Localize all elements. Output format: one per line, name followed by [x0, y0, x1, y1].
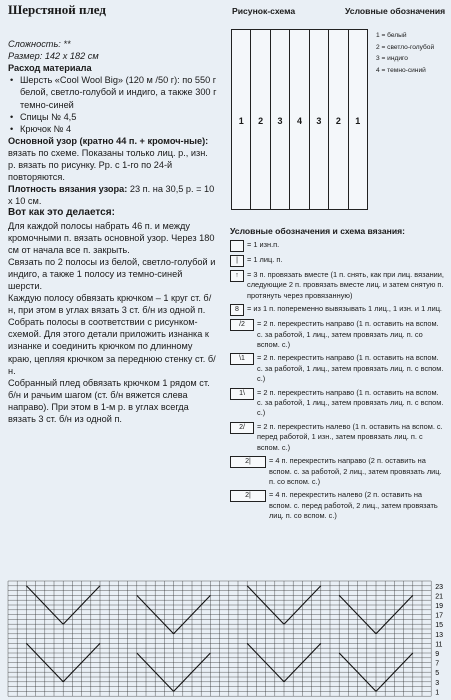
legend-title: Условные обозначения [345, 6, 446, 16]
symbol-text: = 3 п. провязать вместе (1 п. снять, как при лиц. вязании, следующие 2 п. провязать вместе лиц. и затем снятую п. протянуть через провязанную) [247, 270, 444, 300]
cable-left-symbol-icon: 2| [230, 490, 266, 502]
symbol-text: = 4 п. перекрестить налево (2 п. оставить на вспом. с. перед работой, 2 лиц., затем провязать лиц. п. со вспом. с.) [269, 490, 438, 521]
symbol-row [230, 456, 446, 487]
row-number: 9 [435, 651, 440, 658]
scheme-strip [309, 30, 328, 209]
scheme-title: Рисунок-схема [232, 6, 296, 16]
row-number: 17 [435, 612, 443, 620]
scheme-strip [270, 30, 289, 209]
symbol-row [230, 255, 446, 267]
scheme-strip [289, 30, 308, 209]
strip-number: 4 [296, 116, 302, 126]
complexity: Сложность: ** [8, 39, 71, 50]
symbol-text: = из 1 п. попеременно вывязывать 1 лиц., 1 изн. и 1 лиц. [247, 304, 442, 314]
symbol-row [230, 319, 446, 350]
scheme-strip [348, 30, 367, 209]
symbol-row [230, 422, 446, 453]
symbol-row [230, 490, 446, 521]
row-number: 13 [435, 631, 443, 639]
materials-item: • Крючок № 4 [20, 123, 218, 135]
materials-list [8, 74, 218, 134]
chart-grid [8, 581, 431, 696]
materials-item: • Шерсть «Cool Wool Big» (120 м /50 г): по 550 г белой, светло-голубой и индиго, а также 300 г темно-синей [20, 74, 218, 110]
row-number: 3 [435, 679, 440, 687]
row-number: 21 [435, 593, 443, 601]
symbol-text: = 2 п. перекрестить направо (1 п. оставить на вспом. с. за работой, 1 лиц., затем провязать лиц. п. со вспом. с.) [257, 319, 439, 350]
cross-right-symbol-icon: /2 [230, 319, 254, 331]
increase-symbol-icon: 8 [230, 304, 244, 316]
strip-number: 2 [335, 116, 341, 126]
row-number: 15 [435, 622, 443, 630]
instruction-paragraph: Связать по 2 полосы из белой, светло-голубой и индиго, а также 1 полосу из темно-синей шерсти. [8, 256, 216, 291]
strip-number: 1 [238, 116, 244, 126]
symbol-text: = 2 п. перекрестить налево (1 п. оставить на вспом. с. перед работой, 1 изн., затем провязать лиц. п. с вспом. с.) [257, 421, 443, 452]
knit-symbol-icon: | [230, 255, 244, 267]
density-heading: Плотность вязания узора: [8, 184, 128, 195]
cross-left-symbol-icon: 2/ [230, 422, 254, 434]
materials-item: • Спицы № 4,5 [20, 111, 218, 123]
decrease-symbol-icon: ↑ [230, 270, 244, 282]
row-number: 7 [435, 660, 440, 668]
row-number: 1 [435, 689, 440, 697]
main-pattern [8, 135, 218, 183]
strip-number: 3 [277, 116, 283, 126]
instruction-paragraph: Собрать полосы в соответствии с рисунком-схемой. Для этого детали приложить изнанка к изнанке и соединить крючком по длинному краю, цепляя крючком за переднюю стенку ст. б/н. [8, 317, 216, 376]
assembly-scheme [231, 29, 368, 210]
instructions-column [8, 4, 218, 425]
scheme-strip [328, 30, 347, 209]
symbol-text: = 4 п. перекрестить направо (2 п. оставить на вспом. с. за работой, 2 лиц., затем провязать лиц. п. со вспом. с.) [269, 456, 442, 486]
strip-number: 1 [355, 116, 361, 126]
scheme-strip [232, 30, 250, 209]
symbol-text: = 2 п. перекрестить направо (1 п. оставить на вспом. с. за работой, 1 лиц., затем провязать лиц. п. с вспом. с.) [257, 353, 444, 384]
symbols-title: Условные обозначения и схема вязания: [230, 226, 405, 236]
cross-right-symbol-icon: \1 [230, 353, 254, 365]
strip-number: 2 [258, 116, 264, 126]
scheme-strip [250, 30, 269, 209]
main-pattern-heading: Основной узор (кратно 44 п. + кромоч-ные): [8, 135, 209, 146]
legend-item: 2 = светло-голубой [376, 43, 435, 51]
cable-right-symbol-icon: 2| [230, 456, 266, 468]
symbol-row [230, 388, 446, 419]
instruction-paragraph: Для каждой полосы набрать 46 п. и между кромочными п. вязать основной узор. Через 180 см от начала все п. закрыть. [8, 220, 215, 255]
symbol-text: = 1 изн.п. [247, 240, 280, 249]
row-number: 11 [435, 641, 443, 649]
purl-symbol-icon [230, 240, 244, 252]
row-number: 5 [435, 670, 440, 678]
main-pattern-text: вязать по схеме. Показаны только лиц. р., изн. р. вязать по рисунку. Рр. с 1-го по 24-й повторяются. [8, 147, 208, 183]
symbol-row [230, 353, 446, 384]
legend-item: 1 = белый [376, 32, 407, 39]
row-number: 23 [435, 583, 443, 591]
color-legend [376, 30, 434, 76]
how-heading: Вот как это делается: [8, 207, 115, 219]
instruction-paragraph: Каждую полосу обвязать крючком – 1 круг ст. б/н, при этом в углах вязать 3 ст. б/н из одной п. [8, 293, 212, 316]
legend-item: 3 = индиго [376, 55, 408, 62]
density-text: 23 п. на 30,5 р. = 10 х 10 см. [8, 184, 215, 207]
symbols-list [230, 240, 446, 525]
knitting-chart [0, 575, 451, 700]
strip-number: 3 [316, 116, 322, 126]
legend-item: 4 = темно-синий [376, 66, 426, 74]
symbol-row [230, 240, 446, 252]
size: Размер: 142 x 182 см [8, 51, 99, 62]
symbol-text: = 2 п. перекрестить направо (1 п. оставить на вспом. с. за работой, 1 лиц., затем провязать лиц. п. с вспом. с.) [257, 387, 444, 418]
page-title: Шерстяной плед [8, 2, 106, 17]
symbol-text: = 1 лиц. п. [247, 255, 283, 264]
instruction-paragraph: Собранный плед обвязать крючком 1 рядом ст. б/н и рачьим шагом (ст. б/н вяжется слева направо). При этом в 1-м р. в углах всегда вязать 3 ст. б/н из одной п. [8, 377, 210, 424]
cross-right-symbol-icon: 1\ [230, 388, 254, 400]
materials-heading: Расход материала [8, 63, 92, 74]
row-number: 19 [435, 603, 443, 610]
symbol-row [230, 270, 446, 301]
symbol-row [230, 304, 446, 316]
density [8, 183, 218, 207]
